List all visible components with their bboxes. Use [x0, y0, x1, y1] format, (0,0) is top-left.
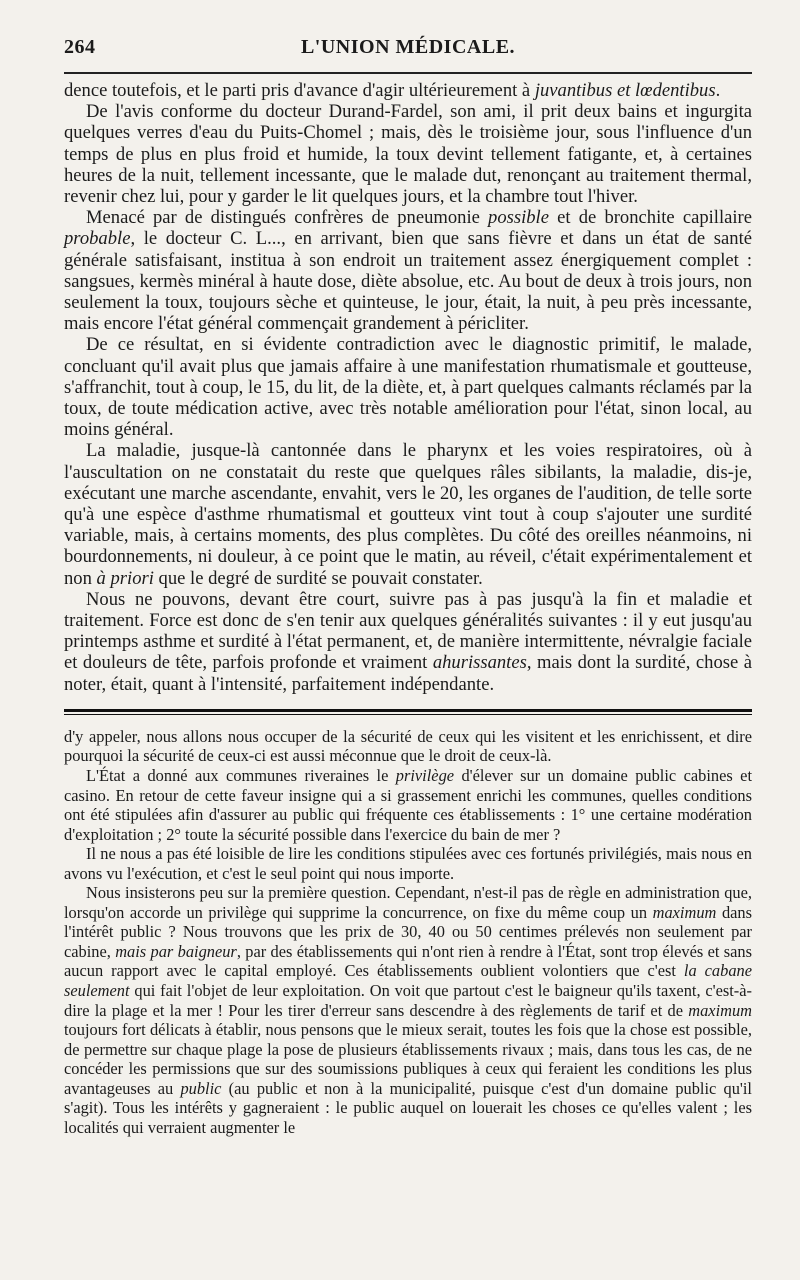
- text-run: L'État a donné aux communes riveraines le: [86, 765, 396, 785]
- header-rule: [64, 72, 752, 74]
- italic-text: la cabane seulement: [64, 961, 752, 1000]
- main-paragraph: [64, 80, 752, 101]
- text-run: , par des établissements qui n'ont rien à rendre à l'État, sont trop élevés et sans aucun rapport avec le capital employé. Ces établissements oublient volontiers que c'est: [64, 941, 752, 981]
- text-run: dence toutefois, et le parti pris d'avance d'agir ultérieurement à: [64, 80, 535, 101]
- feuilleton-paragraph: [64, 844, 752, 883]
- italic-text: privilège: [395, 765, 455, 785]
- text-run: d'y appeler, nous allons nous occuper de la sécurité de ceux qui les visitent et les enrichissent, et dire pourquoi la sécurité de ceux-ci est aussi méconnue que le droit de ceux-là.: [64, 726, 752, 766]
- main-article: [64, 80, 752, 695]
- text-run: d'élever sur un domaine public cabines et casino. En retour de cette faveur insigne qui a si grassement enrichi les communes, quelles conditions ont été stipulées afin d'assurer au public qui fréquente ces établissements : 1° une certaine modération d'exploitation ; 2° toute la sécurité possible dans l'exercice du bain de mer ?: [64, 765, 752, 844]
- italic-text: probable: [64, 228, 131, 250]
- text-run: et de bronchite capillaire: [548, 207, 752, 229]
- italic-text: mais par baigneur: [115, 941, 237, 961]
- text-run: qui fait l'objet de leur exploitation. On voit que partout c'est le baigneur qu'ils taxent, c'est-à-dire la plage et la mer ! Pour les tirer d'erreur sans descendre à des règlements de tarif et de: [64, 981, 752, 1020]
- italic-text: ahurissantes: [432, 652, 527, 674]
- italic-text: maximum: [652, 902, 717, 922]
- text-run: , mais dont la surdité, chose à noter, était, quant à l'intensité, parfaitement indépendante.: [64, 652, 752, 695]
- text-run: que le degré de surdité se pouvait constater.: [153, 567, 483, 589]
- text-run: Il ne nous a pas été loisible de lire les conditions stipulées avec ces fortunés privilégiés, mais nous en avons vu l'exécution, et c'est le seul point qui nous importe.: [64, 844, 752, 883]
- feuilleton-section: [64, 727, 752, 1137]
- feuilleton-paragraph: [64, 883, 752, 1137]
- main-paragraph: [64, 440, 752, 588]
- text-run: .: [715, 80, 721, 101]
- text-run: De ce résultat, en si évidente contradiction avec le diagnostic primitif, le malade, concluant qu'il avait plus que jamais affaire à une manifestation rhumatismale et goutteuse, s'affranchit, tout à coup, le 15, du lit, de la diète, et, à part quelques calmants réclamés par la toux, de toute médication active, avec très notable amélioration pour l'état, sinon local, au moins général.: [64, 334, 752, 441]
- page-number: 264: [64, 36, 96, 58]
- main-paragraph: [64, 334, 752, 440]
- italic-text: maximum: [688, 1000, 752, 1020]
- text-run: toujours fort délicats à établir, nous pensons que le mieux serait, toutes les fois que la chose est possible, de permettre sur chaque plage la pose de plusieurs établissements rivaux ; mais, dans tous les cas, de ne concéder les permissions que sur des soumissions publiques à ceux qui feraient les conditions les plus avantageuses au: [64, 1020, 752, 1098]
- text-run: Nous insisterons peu sur la première question. Cependant, n'est-il pas de règle en administration que, lorsqu'on accorde un privilège qui supprime la concurrence, on fixe du même coup un: [64, 883, 752, 922]
- italic-text: à priori: [96, 567, 154, 589]
- feuilleton-paragraph: [64, 766, 752, 844]
- main-paragraph: [64, 589, 752, 695]
- main-paragraph: [64, 101, 752, 207]
- italic-text: juvantibus et lœdentibus: [534, 80, 716, 101]
- text-run: (au public et non à la municipalité, puisque c'est d'un domaine public qu'il s'agit). Tous les intérêts y gagneraient : le public auquel on louerait les choses ce qu'elles valent ; les localités qui verraient augmenter le: [64, 1078, 752, 1137]
- text-run: Nous ne pouvons, devant être court, suivre pas à pas jusqu'à la fin et maladie et traitement. Force est donc de s'en tenir aux quelques généralités suivantes : il y eut jusqu'au printemps asthme et surdité à l'état permanent, et, de manière intermittente, névralgie faciale et douleurs de tête, parfois profonde et vraiment: [64, 588, 752, 674]
- feuilleton-separator: [64, 709, 752, 715]
- page-header: [64, 36, 752, 66]
- text-run: Menacé par de distingués confrères de pneumonie: [86, 207, 489, 229]
- main-paragraph: [64, 207, 752, 334]
- text-run: , le docteur C. L..., en arrivant, bien que sans fièvre et dans un état de santé générale satisfaisant, institua à son endroit un traitement assez énergiquement complet : sangsues, kermès minéral à haute dose, diète absolue, etc. Au bout de deux à trois jours, non seulement la toux, toujours sèche et quinteuse, le jour, était, la nuit, à peu près incessante, mais encore l'état général commençait grandement à péricliter.: [64, 228, 752, 335]
- feuilleton-paragraph: [64, 727, 752, 766]
- italic-text: public: [180, 1078, 222, 1098]
- running-title: L'UNION MÉDICALE.: [300, 36, 516, 58]
- text-run: La maladie, jusque-là cantonnée dans le pharynx et les voies respiratoires, où à l'auscultation on ne constatait du reste que quelques râles sibilants, la maladie, dis-je, exécutant une marche ascendante, envahit, vers le 20, les organes de l'audition, de telle sorte qu'à une espèce d'asthme rhumatismal et goutteux vint tout à coup s'ajouter une surdité variable, mais, à certains moments, des plus complètes. Du côté des oreilles néanmoins, ni bourdonnements, ni douleur, à ce point que le matin, au réveil, c'était expérimentalement et non: [64, 440, 752, 589]
- text-run: De l'avis conforme du docteur Durand-Fardel, son ami, il prit deux bains et ingurgita quelques verres d'eau du Puits-Chomel ; mais, dès le troisième jour, sous l'influence d'un temps de plus en plus froid et humide, la toux devint tellement fatigante, et, à certaines heures de la nuit, tellement incessante, que le malade dut, renonçant au traitement thermal, revenir chez lui, pour y garder le lit quelques jours, et la chambre tout l'hiver.: [64, 101, 752, 208]
- italic-text: possible: [488, 207, 549, 229]
- text-run: dans l'intérêt public ? Nous trouvons que les prix de 30, 40 ou 50 centimes prélevés non seulement par cabine,: [64, 902, 752, 961]
